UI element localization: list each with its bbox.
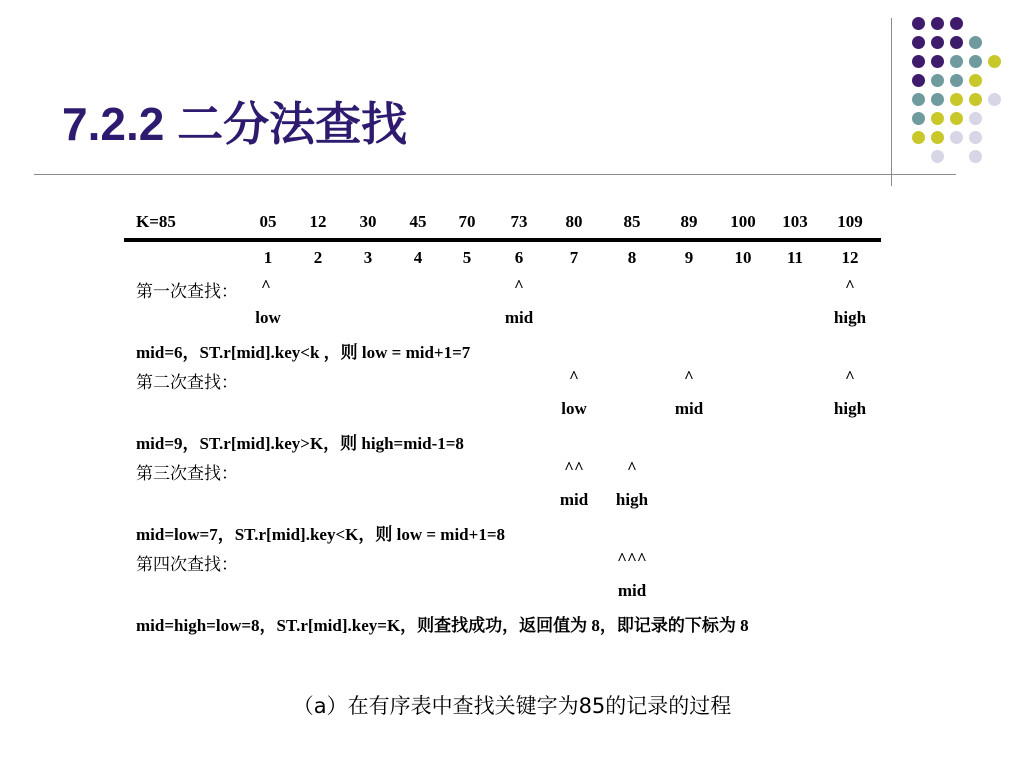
index-value: 3: [363, 248, 373, 267]
step-label: 第三次查找：: [136, 464, 238, 484]
key-label: K=85: [136, 212, 176, 231]
decorative-dot: [931, 112, 944, 125]
caret-marker: ^: [569, 367, 579, 386]
key-value: 30: [359, 212, 377, 231]
decorative-dot: [950, 131, 963, 144]
key-value: 05: [259, 212, 277, 231]
decorative-dot: [931, 93, 944, 106]
decorative-dot: [912, 112, 925, 125]
caret-marker: ^^^: [617, 549, 647, 568]
index-value: 5: [462, 248, 472, 267]
key-value: 45: [409, 212, 427, 231]
decorative-dot: [912, 55, 925, 68]
decorative-dot: [950, 112, 963, 125]
pointer-label: mid: [559, 490, 589, 509]
index-value: 11: [786, 248, 804, 267]
decorative-dot: [950, 36, 963, 49]
caret-marker: ^: [627, 458, 637, 477]
decorative-dot: [969, 36, 982, 49]
decorative-dot: [931, 55, 944, 68]
decorative-dot: [931, 17, 944, 30]
index-value: 4: [413, 248, 423, 267]
pointer-label: mid: [674, 399, 704, 418]
pointer-label: low: [561, 399, 587, 418]
step-note: mid=6，ST.r[mid].key<k ，则 low = mid+1=7: [136, 343, 471, 362]
decorative-dot: [931, 150, 944, 163]
decorative-dot: [969, 74, 982, 87]
decorative-dot: [988, 93, 1001, 106]
key-value: 103: [782, 212, 808, 231]
index-value: 1: [263, 248, 273, 267]
step-label: 第四次查找：: [136, 555, 238, 575]
key-value: 89: [680, 212, 698, 231]
pointer-label: high: [833, 399, 867, 418]
key-value: 85: [623, 212, 641, 231]
decorative-dot: [931, 36, 944, 49]
caret-marker: ^: [684, 367, 694, 386]
decorative-dot: [931, 74, 944, 87]
step-note: mid=9，ST.r[mid].key>K，则 high=mid-1=8: [136, 434, 464, 453]
decorative-dot: [988, 55, 1001, 68]
index-value: 8: [627, 248, 637, 267]
figure-caption: （a）在有序表中查找关键字为85的记录的过程: [292, 694, 732, 718]
decorative-dot: [969, 150, 982, 163]
caret-marker: ^: [845, 367, 855, 386]
caret-marker: ^^: [564, 458, 584, 477]
index-value: 9: [684, 248, 694, 267]
decorative-dot: [950, 93, 963, 106]
key-value: 109: [837, 212, 863, 231]
decorative-dot: [912, 17, 925, 30]
step-note: mid=high=low=8，ST.r[mid].key=K，则查找成功，返回值为 8，即记录的下标为 8: [136, 616, 749, 635]
index-value: 7: [569, 248, 579, 267]
caret-marker: ^: [261, 276, 271, 295]
key-value: 80: [565, 212, 583, 231]
title-underline: [34, 174, 956, 175]
pointer-label: high: [833, 308, 867, 327]
decorative-dot: [912, 93, 925, 106]
decorative-dot: [950, 55, 963, 68]
pointer-label: mid: [504, 308, 534, 327]
index-value: 12: [841, 248, 859, 267]
decorative-dot: [931, 131, 944, 144]
slide-title: 7.2.2 二分法查找: [62, 98, 408, 150]
pointer-label: low: [255, 308, 281, 327]
step-note: mid=low=7，ST.r[mid].key<K，则 low = mid+1=8: [136, 525, 506, 544]
key-value: 100: [730, 212, 756, 231]
decorative-dot: [912, 74, 925, 87]
pointer-label: mid: [617, 581, 647, 600]
decorative-dot: [969, 55, 982, 68]
index-value: 6: [514, 248, 524, 267]
pointer-label: high: [615, 490, 649, 509]
decorative-dot: [969, 112, 982, 125]
step-label: 第一次查找：: [136, 282, 238, 302]
table-rule: [124, 238, 881, 242]
decorative-dot: [950, 17, 963, 30]
decorative-dot: [969, 131, 982, 144]
step-label: 第二次查找：: [136, 373, 238, 393]
decorative-dot: [950, 74, 963, 87]
caret-marker: ^: [845, 276, 855, 295]
caret-marker: ^: [514, 276, 524, 295]
key-value: 12: [309, 212, 327, 231]
key-value: 70: [458, 212, 476, 231]
index-value: 10: [734, 248, 752, 267]
decorative-dot: [969, 93, 982, 106]
vertical-divider: [891, 18, 892, 186]
decorative-dot: [912, 131, 925, 144]
decorative-dot: [912, 36, 925, 49]
index-value: 2: [313, 248, 323, 267]
key-value: 73: [510, 212, 528, 231]
